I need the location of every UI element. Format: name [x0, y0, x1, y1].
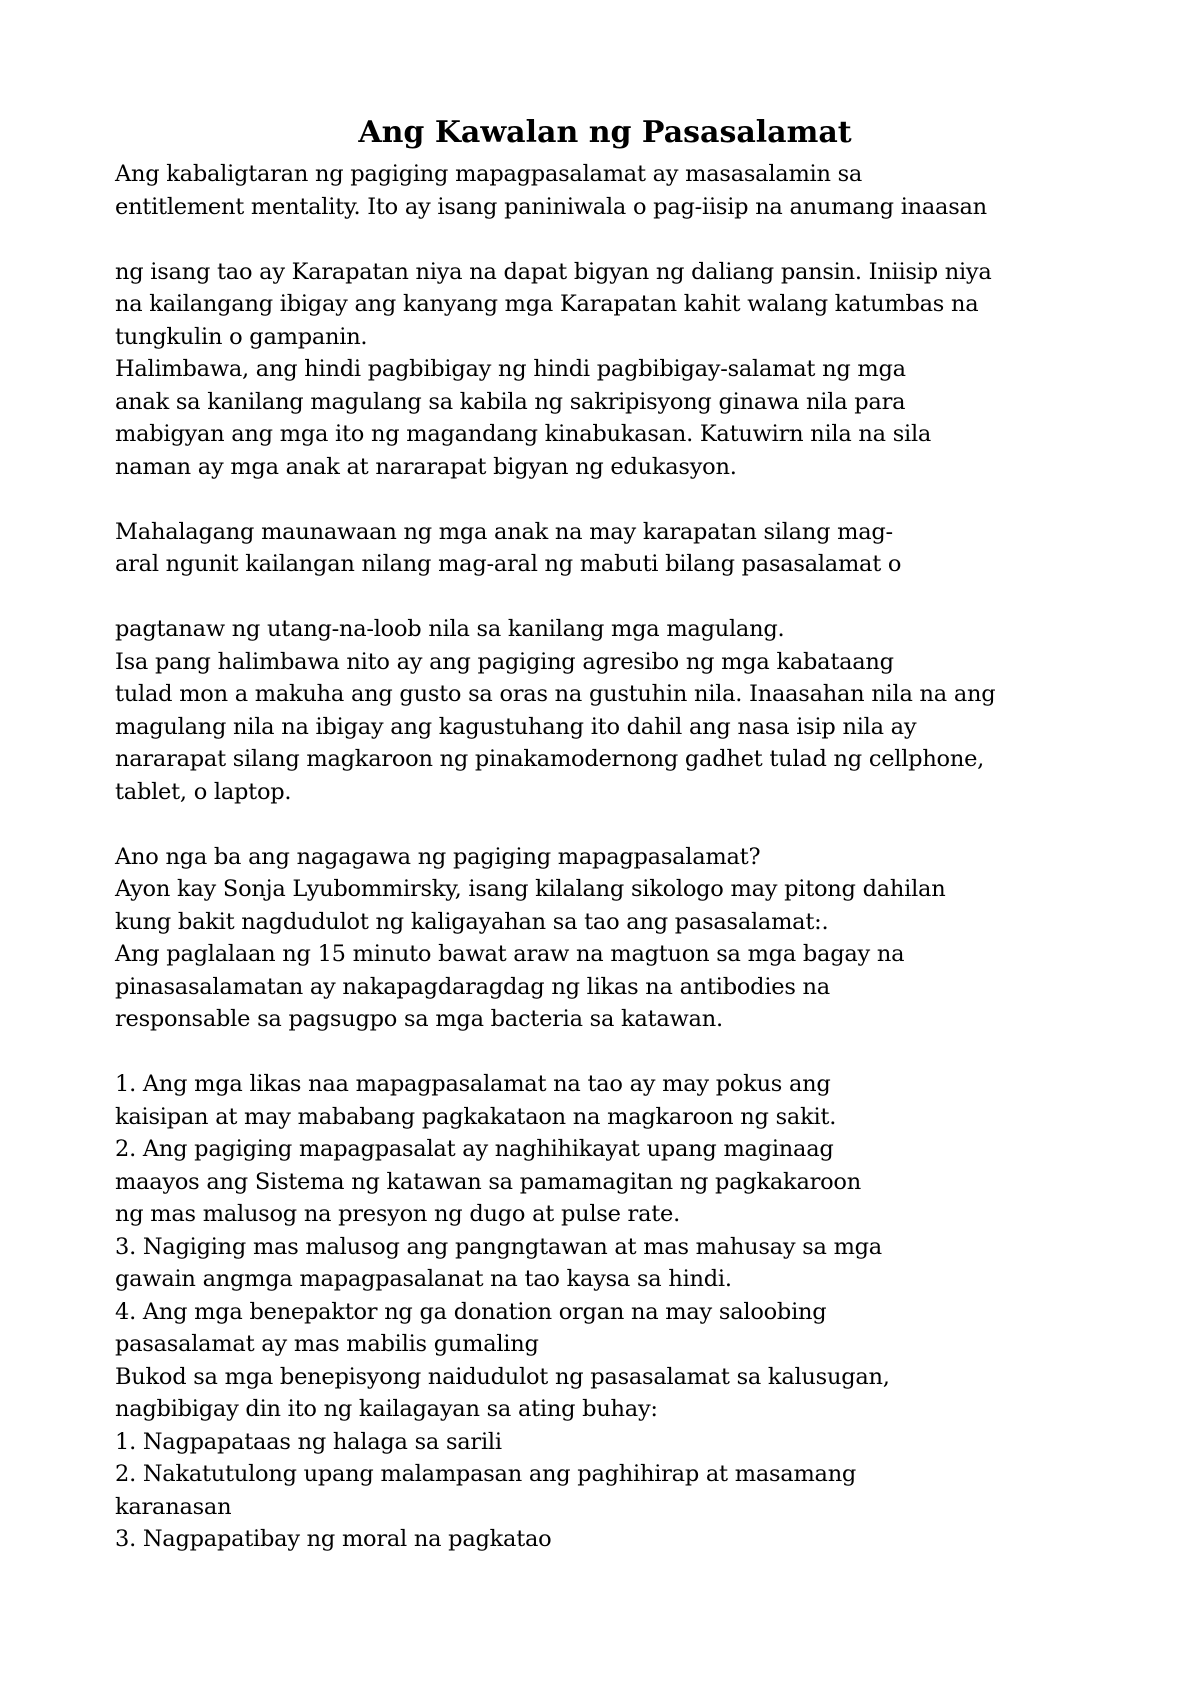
text-line: kung bakit nagdudulot ng kaligayahan sa tao ang pasasalamat:. — [115, 908, 829, 935]
text-line: gawain angmga mapagpasalanat na tao kaysa sa hindi. — [115, 1266, 732, 1292]
text-line: pinasasalamatan ay nakapagdaragdag ng likas na antibodies na — [115, 973, 830, 1000]
text-line: ng mas malusog na presyon ng dugo at pulse rate. — [115, 1201, 680, 1227]
text-line: 2. Nakatutulong upang malampasan ang paghihirap at masamang — [115, 1461, 857, 1487]
text-line: mabigyan ang mga ito ng magandang kinabukasan. Katuwirn nila na sila — [115, 421, 932, 447]
text-line: anak sa kanilang magulang sa kabila ng sakripisyong ginawa nila para — [115, 388, 906, 415]
text-line: Bukod sa mga benepisyong naidudulot ng pasasalamat sa kalusugan, — [115, 1363, 890, 1390]
blank-line — [115, 1036, 1135, 1069]
text-line: responsable sa pagsugpo sa mga bacteria sa katawan. — [115, 1006, 723, 1032]
text-line: Isa pang halimbawa nito ay ang pagiging agresibo ng mga kabataang — [115, 648, 894, 675]
document-body — [115, 158, 1135, 1556]
blank-line — [115, 223, 1135, 256]
text-line: Mahalagang maunawaan ng mga anak na may karapatan silang mag- — [115, 518, 893, 545]
text-line: Halimbawa, ang hindi pagbibigay ng hindi pagbibigay-salamat ng mga — [115, 356, 906, 382]
text-line: tulad mon a makuha ang gusto sa oras na gustuhin nila. Inaasahan nila na ang — [115, 681, 996, 707]
text-line: ng isang tao ay Karapatan niya na dapat bigyan ng daliang pansin. Iniisip niya — [115, 258, 992, 285]
text-line: 1. Nagpapataas ng halaga sa sarili — [115, 1428, 502, 1455]
text-line: tablet, o laptop. — [115, 778, 292, 805]
text-line: 4. Ang mga benepaktor ng ga donation organ na may saloobing — [115, 1298, 827, 1325]
text-line: 3. Nagiging mas malusog ang pangngtawan at mas mahusay sa mga — [115, 1233, 882, 1260]
blank-line — [115, 808, 1135, 841]
text-line: Ano nga ba ang nagagawa ng pagiging mapagpasalamat? — [115, 843, 761, 870]
text-line: entitlement mentality. Ito ay isang paniniwala o pag-iisip na anumang inaasan — [115, 193, 987, 220]
text-line: 1. Ang mga likas naa mapagpasalamat na tao ay may pokus ang — [115, 1071, 831, 1097]
text-line: maayos ang Sistema ng katawan sa pamamagitan ng pagkakaroon — [115, 1168, 861, 1195]
text-line: magulang nila na ibigay ang kagustuhang ito dahil ang nasa isip nila ay — [115, 713, 917, 740]
text-line: Ang paglalaan ng 15 minuto bawat araw na magtuon sa mga bagay na — [115, 941, 905, 967]
text-line: nagbibigay din ito ng kailagayan sa ating buhay: — [115, 1396, 658, 1422]
text-line: tungkulin o gampanin. — [115, 323, 368, 350]
text-line: nararapat silang magkaroon ng pinakamodernong gadhet tulad ng cellphone, — [115, 746, 985, 772]
text-line: 2. Ang pagiging mapagpasalat ay naghihikayat upang maginaag — [115, 1136, 834, 1162]
text-line: naman ay mga anak at nararapat bigyan ng edukasyon. — [115, 453, 737, 480]
text-line: pagtanaw ng utang-na-loob nila sa kanilang mga magulang. — [115, 616, 785, 642]
text-line: karanasan — [115, 1493, 232, 1520]
text-line: Ayon kay Sonja Lyubommirsky, isang kilalang sikologo may pitong dahilan — [115, 876, 946, 902]
text-line: Ang kabaligtaran ng pagiging mapagpasalamat ay masasalamin sa — [115, 161, 863, 187]
text-line: na kailangang ibigay ang kanyang mga Karapatan kahit walang katumbas na — [115, 291, 979, 317]
text-line: aral ngunit kailangan nilang mag-aral ng mabuti bilang pasasalamat o — [115, 551, 902, 577]
blank-line — [115, 581, 1135, 614]
document-title: Ang Kawalan ng Pasasalamat — [358, 115, 852, 150]
text-line: 3. Nagpapatibay ng moral na pagkatao — [115, 1526, 552, 1552]
blank-line — [115, 483, 1135, 516]
text-line: pasasalamat ay mas mabilis gumaling — [115, 1331, 539, 1357]
text-line: kaisipan at may mababang pagkakataon na magkaroon ng sakit. — [115, 1103, 837, 1130]
